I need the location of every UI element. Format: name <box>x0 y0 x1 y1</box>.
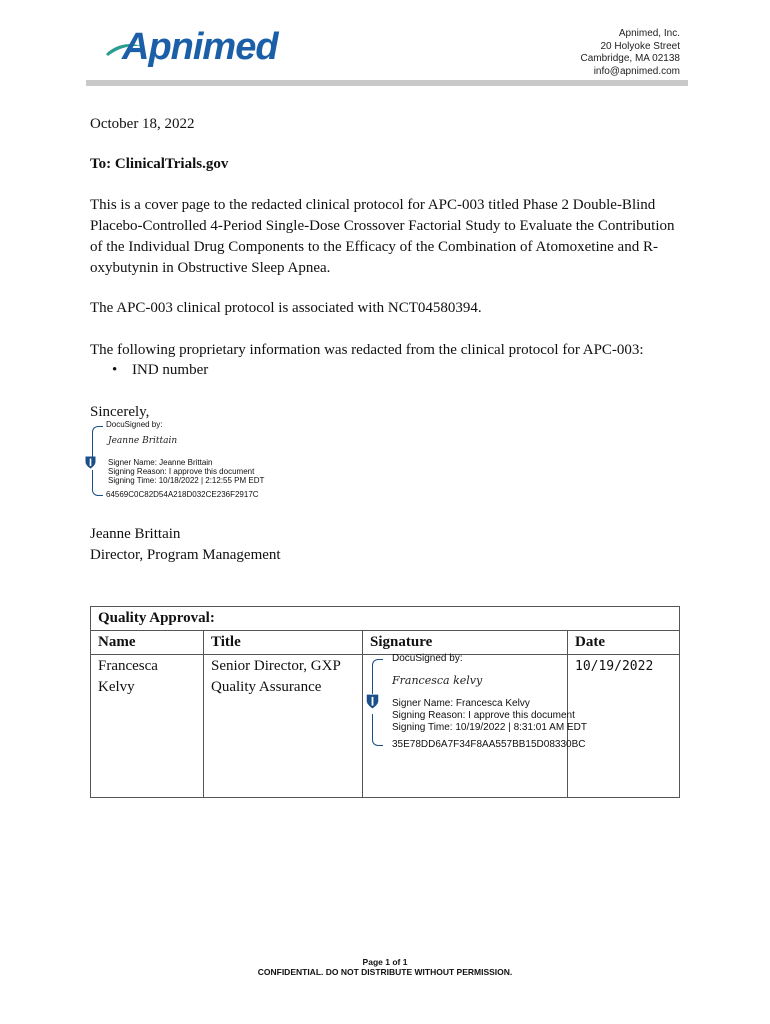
page-number: Page 1 of 1 <box>362 957 408 967</box>
letter-closing: Sincerely, <box>90 404 150 420</box>
header-name: Name <box>91 631 204 655</box>
signer-name: Jeanne Brittain <box>90 526 181 542</box>
docusign-shield-icon <box>85 456 96 469</box>
address-line: Cambridge, MA 02138 <box>580 53 680 64</box>
cell-name <box>91 655 204 798</box>
docusign-bracket-top <box>372 659 383 694</box>
cell-title <box>204 655 363 798</box>
signing-reason-line: Signing Reason: I approve this document <box>392 710 575 721</box>
letter-date: October 18, 2022 <box>90 116 195 132</box>
letter-paragraph-3: The following proprietary information was redacted from the clinical protocol for APC-003: <box>90 342 644 358</box>
bullet-text: IND number <box>132 362 209 378</box>
letter-paragraph-2: The APC-003 clinical protocol is associated with NCT04580394. <box>90 300 482 316</box>
signer-title: Director, Program Management <box>90 547 281 563</box>
bullet-icon: • <box>112 362 118 378</box>
docusign-shield-icon <box>366 694 379 709</box>
header-divider <box>86 80 688 86</box>
bullet-item <box>112 360 208 381</box>
signer-name-line: Signer Name: Jeanne Brittain <box>108 458 213 467</box>
header-signature: Signature <box>363 631 568 655</box>
docusign-bracket-top <box>92 426 103 457</box>
company-address <box>580 28 680 78</box>
logo-text: Apnimed <box>122 26 278 68</box>
header-title: Title <box>204 631 363 655</box>
signer-name-line: Signer Name: Francesca Kelvy <box>392 698 530 709</box>
apnimed-logo <box>104 26 300 74</box>
docusign-block-2 <box>364 652 594 752</box>
docusign-bracket-bottom <box>372 714 383 746</box>
envelope-id: 35E78DD6A7F34F8AA557BB15D08330BC <box>392 739 586 750</box>
confidential-notice: CONFIDENTIAL. DO NOT DISTRIBUTE WITHOUT PERMISSION. <box>257 967 513 977</box>
docusign-bracket-bottom <box>92 470 103 496</box>
signing-reason-line: Signing Reason: I approve this document <box>108 467 255 476</box>
letter-recipient: To: ClinicalTrials.gov <box>90 156 229 172</box>
address-line: 20 Holyoke Street <box>600 40 680 52</box>
title-line: Quality Assurance <box>211 679 322 695</box>
signing-time-line: Signing Time: 10/19/2022 | 8:31:01 AM EDT <box>392 722 587 733</box>
envelope-id: 64569C0C82D54A218D032CE236F2917C <box>106 490 259 499</box>
handwritten-signature: Francesca kelvy <box>392 674 483 687</box>
letter-paragraph-1: This is a cover page to the redacted clinical protocol for APC-003 titled Phase 2 Double-Blind Placebo-Controlled 4-Period Single-Dose Crossover Factorial Study to Evaluate the Contribution of the Individual Drug Components to the Efficacy of the Combination of Atomoxetine and R-oxybutynin in Obstructive Sleep Apnea. <box>90 197 675 276</box>
docusigned-by-label: DocuSigned by: <box>392 653 463 664</box>
docusigned-by-label: DocuSigned by: <box>106 420 163 429</box>
signing-time-line: Signing Time: 10/18/2022 | 2:12:55 PM EDT <box>108 476 265 485</box>
name-line: Kelvy <box>98 679 135 695</box>
approval-date: 10/19/2022 <box>575 659 654 674</box>
docusign-block-1 <box>84 420 284 504</box>
title-line: Senior Director, GXP <box>211 658 341 674</box>
address-line: Apnimed, Inc. <box>618 28 680 39</box>
table-caption: Quality Approval: <box>91 607 680 631</box>
handwritten-signature: Jeanne Brittain <box>108 436 178 446</box>
address-email: info@apnimed.com <box>593 65 680 77</box>
header-date: Date <box>568 631 680 655</box>
name-line: Francesca <box>98 658 158 674</box>
table-header-row <box>91 631 680 655</box>
